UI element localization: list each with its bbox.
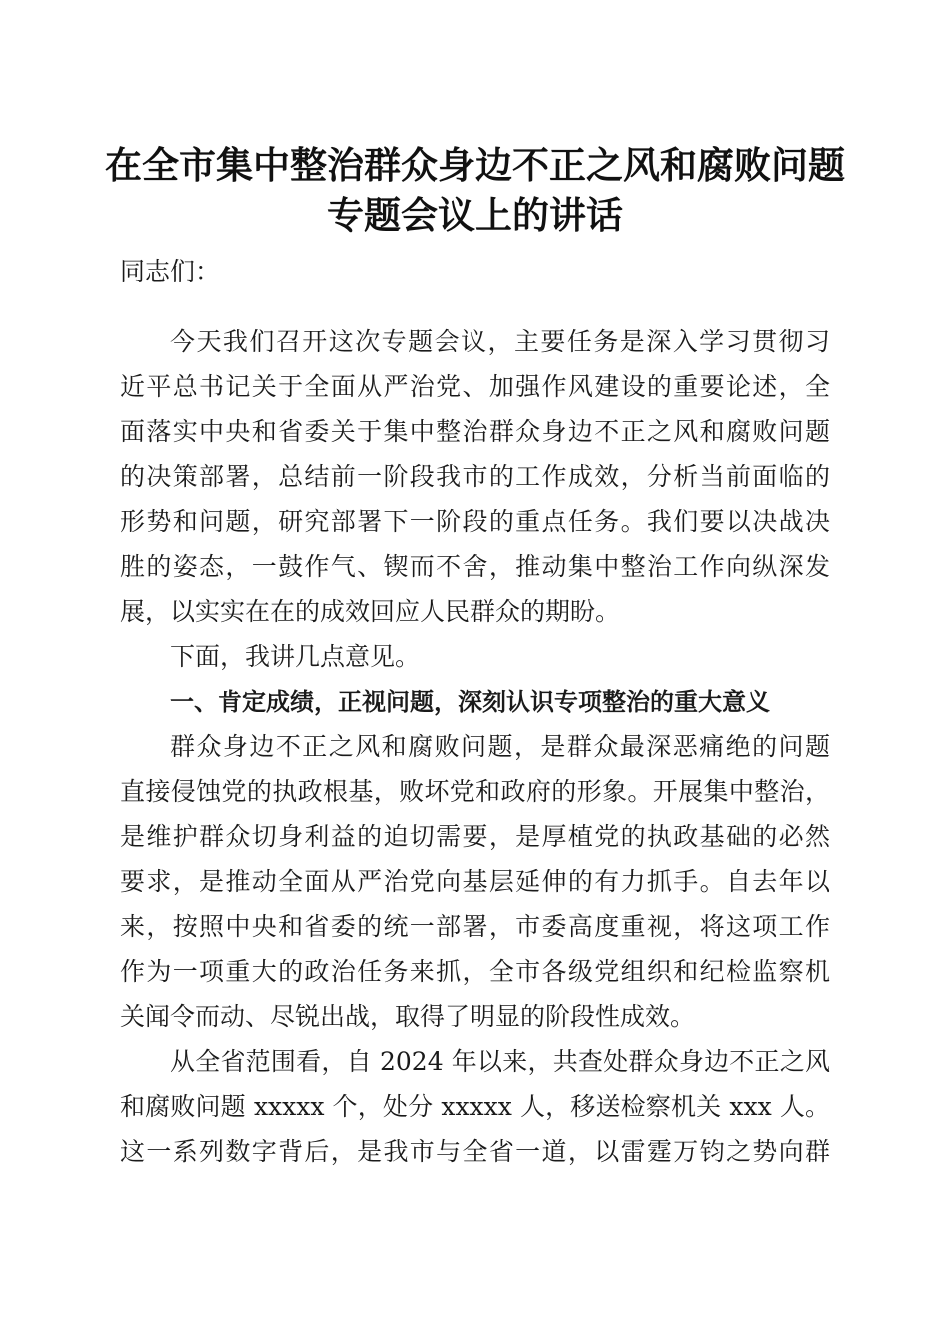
section-heading: 一、肯定成绩，正视问题，深刻认识专项整治的重大意义 <box>170 688 770 716</box>
paragraph-line: 展，以实实在在的成效回应人民群众的期盼。 <box>120 597 621 626</box>
paragraph-line: 形势和问题，研究部署下一阶段的重点任务。我们要以决战决 <box>120 507 830 536</box>
paragraph-line: 来，按照中央和省委的统一部署，市委高度重视，将这项工作 <box>120 912 830 941</box>
paragraph-line: 要求，是推动全面从严治党向基层延伸的有力抓手。自去年以 <box>120 867 830 896</box>
paragraph-line: 作为一项重大的政治任务来抓，全市各级党组织和纪检监察机 <box>120 957 830 986</box>
paragraph-line: 近平总书记关于全面从严治党、加强作风建设的重要论述，全 <box>120 372 830 401</box>
paragraph-line: 面落实中央和省委关于集中整治群众身边不正之风和腐败问题 <box>120 417 830 446</box>
paragraph-line: 的决策部署，总结前一阶段我市的工作成效，分析当前面临的 <box>120 462 830 491</box>
paragraph-line: 和腐败问题 xxxxx 个，处分 xxxxx 人，移送检察机关 xxx 人。 <box>120 1092 830 1121</box>
paragraph-line: 群众身边不正之风和腐败问题，是群众最深恶痛绝的问题 <box>170 732 830 761</box>
paragraph-line: 下面，我讲几点意见。 <box>170 642 421 671</box>
paragraph-line: 直接侵蚀党的执政根基，败坏党和政府的形象。开展集中整治， <box>120 777 830 806</box>
paragraph-line: 从全省范围看，自 2024 年以来，共查处群众身边不正之风 <box>170 1047 830 1076</box>
paragraph-line: 是维护群众切身利益的迫切需要，是厚植党的执政基础的必然 <box>120 822 830 851</box>
document-title-line-2: 专题会议上的讲话 <box>327 193 623 237</box>
document-title-line-1: 在全市集中整治群众身边不正之风和腐败问题 <box>105 143 845 187</box>
paragraph-line: 这一系列数字背后，是我市与全省一道，以雷霆万钧之势向群 <box>120 1137 830 1166</box>
paragraph-line: 关闻令而动、尽锐出战，取得了明显的阶段性成效。 <box>120 1002 696 1031</box>
salutation: 同志们： <box>120 257 221 286</box>
paragraph-line: 胜的姿态，一鼓作气、锲而不舍，推动集中整治工作向纵深发 <box>120 552 830 581</box>
paragraph-line: 今天我们召开这次专题会议，主要任务是深入学习贯彻习 <box>170 327 830 356</box>
